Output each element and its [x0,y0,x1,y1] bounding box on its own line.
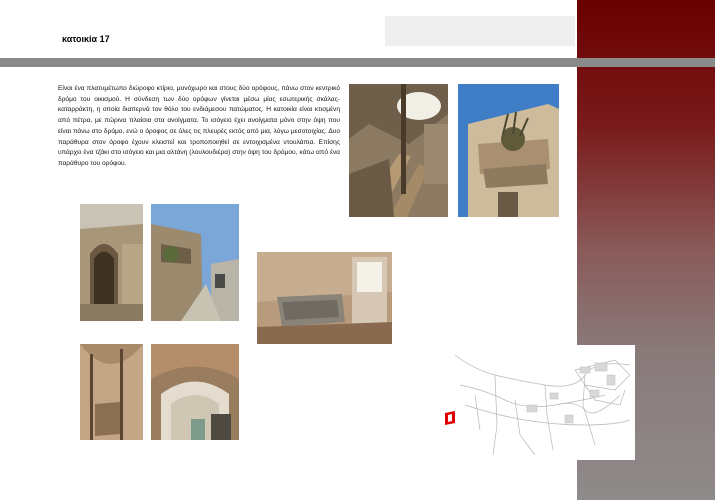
photo-interior-stair [349,84,448,217]
page-title: κατοικία 17 [62,34,110,44]
header-rule [0,58,715,67]
photo-street-view [151,204,239,321]
photo-stair-detail [257,252,392,344]
description-paragraph: Είναι ένα πλατυμέτωπο διώροφο κτίριο, μονόχωρο και στους δύο ορόφους, πάνω στον κεντρικό δρόμο του οικισμού. Η σύνδεση των δύο ορόφων γίνεται μέσω μίας εσωτερικής σκάλας- καταρράκτη, η οποία διαπερνά τον θόλο του ενδιάμεσου πατώματος. Η κατοικία είναι κτισμένη από πέτρα, με πώρινα πλαίσια στα ανοίγματα. Το ισόγειο έχει ανοίγματα μόνο στην όψη που είναι πάνω στο δρόμο, ενώ ο όροφος σε όλες τις πλευρές εκτός από μια, λόγω μεσοτοιχίας. Δυο παράθυρα στον όροφο έχουν κλειστεί και τροποποιηθεί σε εντοιχισμένα ντουλάπια. Επίσης υπάρχει ένα τζάκι στο ισόγειο και μια αλτάνη (λουλουδιέρα) στην όψη του δρόμου, κάτω από ένα παράθυρο του ορόφου. [58,85,340,167]
photo-exterior-balcony [458,84,559,217]
faded-header-graphic [385,6,575,54]
location-marker-icon [445,411,455,425]
photo-arched-doorway [80,204,143,321]
photo-vault-interior [80,344,143,440]
location-map [435,345,635,460]
photo-arched-room [151,344,239,440]
